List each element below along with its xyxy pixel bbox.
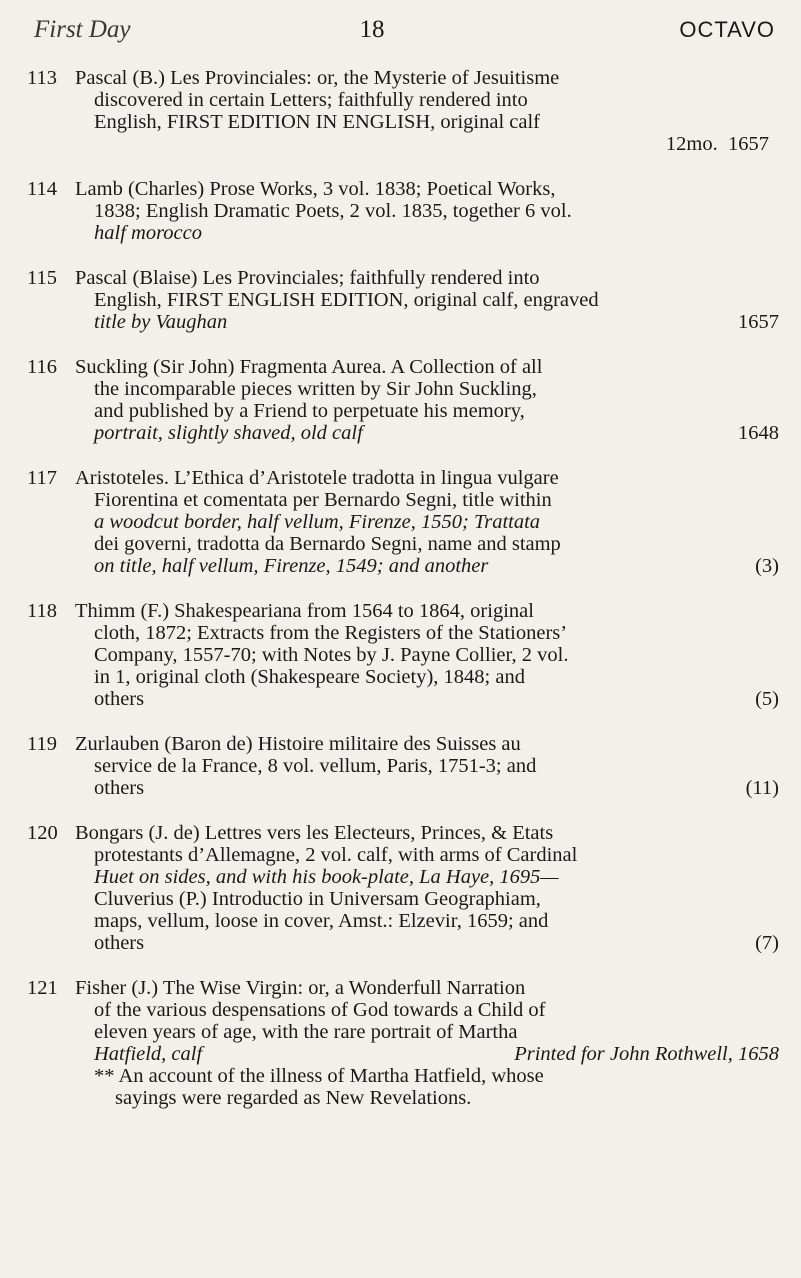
lot-line-with-date <box>75 422 779 444</box>
lot-line: of the various despensations of God towards a Child of <box>94 999 546 1021</box>
lot-line: Company, 1557-70; with Notes by J. Payne Collier, 2 vol. <box>94 644 569 666</box>
lot-description <box>75 733 779 799</box>
lot-line: Fisher (J.) The Wise Virgin: or, a Wonderfull Narration <box>75 977 526 999</box>
lot-line: 1838; English Dramatic Poets, 2 vol. 1835, together 6 vol. <box>94 200 572 222</box>
lot-line: eleven years of age, with the rare portrait of Martha <box>94 1021 518 1043</box>
lot-description <box>75 467 779 577</box>
lot-number: 115 <box>27 267 57 289</box>
lot-line: others <box>94 688 145 710</box>
lot-date: 1657 <box>738 311 779 333</box>
lot-number: 116 <box>27 356 57 378</box>
lot-count: (3) <box>755 555 779 577</box>
lot-line: on title, half vellum, Firenze, 1549; and another <box>94 555 489 577</box>
lot-entry <box>0 356 801 444</box>
lot-entry <box>0 267 801 333</box>
lot-line: English, FIRST EDITION IN ENGLISH, original calf <box>94 111 541 133</box>
lot-count: (5) <box>755 688 779 710</box>
lot-description <box>75 267 779 333</box>
lot-line: portrait, slightly shaved, old calf <box>94 422 363 444</box>
lot-line: protestants d’Allemagne, 2 vol. calf, with arms of Cardinal <box>94 844 578 866</box>
lot-entry <box>0 67 801 155</box>
lot-entry <box>0 733 801 799</box>
lot-number: 120 <box>27 822 58 844</box>
lot-number: 118 <box>27 600 57 622</box>
lot-line: others <box>94 932 145 954</box>
lot-number: 119 <box>27 733 57 755</box>
lot-line: half morocco <box>94 222 202 244</box>
running-head-left: First Day <box>34 16 131 43</box>
page-number: 18 <box>359 16 385 43</box>
lot-line-with-count <box>75 688 779 710</box>
lot-line: discovered in certain Letters; faithfully rendered into <box>94 89 528 111</box>
lot-line: in 1, original cloth (Shakespeare Society), 1848; and <box>94 666 525 688</box>
lot-description <box>75 178 779 244</box>
lot-entry <box>0 822 801 954</box>
lot-entry <box>0 600 801 710</box>
lot-line: Suckling (Sir John) Fragmenta Aurea. A Collection of all <box>75 356 543 378</box>
lot-line: Huet on sides, and with his book-plate, La Haye, 1695— <box>94 866 559 888</box>
lot-description <box>75 822 779 954</box>
lot-line-with-count <box>75 777 779 799</box>
lot-imprint: Printed for John Rothwell, 1658 <box>514 1043 779 1065</box>
lot-description <box>75 356 779 444</box>
lot-description <box>75 600 779 710</box>
lot-line: Fiorentina et comentata per Bernardo Segni, title within <box>94 489 552 511</box>
lot-note: sayings were regarded as New Revelations. <box>115 1087 472 1109</box>
lot-line-with-date <box>75 311 779 333</box>
lot-line: and published by a Friend to perpetuate his memory, <box>94 400 525 422</box>
lot-line: Lamb (Charles) Prose Works, 3 vol. 1838; Poetical Works, <box>75 178 556 200</box>
lot-line: Cluverius (P.) Introductio in Universam Geographiam, <box>94 888 541 910</box>
lot-line-with-count <box>75 932 779 954</box>
lot-count: (11) <box>745 777 779 799</box>
lot-number: 114 <box>27 178 57 200</box>
lot-line: a woodcut border, half vellum, Firenze, 1550; Trattata <box>94 511 541 533</box>
lot-line: Zurlauben (Baron de) Histoire militaire des Suisses au <box>75 733 521 755</box>
lot-line: Thimm (F.) Shakespeariana from 1564 to 1864, original <box>75 600 534 622</box>
lot-number: 117 <box>27 467 57 489</box>
lot-line-with-imprint <box>75 1043 779 1065</box>
running-head-right: OCTAVO <box>679 17 775 42</box>
lot-line: Bongars (J. de) Lettres vers les Electeurs, Princes, & Etats <box>75 822 554 844</box>
lot-line: Aristoteles. L’Ethica d’Aristotele tradotta in lingua vulgare <box>75 467 559 489</box>
lot-line: 12mo. 1657 <box>665 133 769 155</box>
lot-line: Pascal (B.) Les Provinciales: or, the Mysterie of Jesuitisme <box>75 67 560 89</box>
lot-entry <box>0 467 801 577</box>
entries-list <box>0 67 801 1132</box>
lot-line: maps, vellum, loose in cover, Amst.: Elzevir, 1659; and <box>94 910 549 932</box>
lot-date: 1648 <box>738 422 779 444</box>
lot-line: dei governi, tradotta da Bernardo Segni, name and stamp <box>94 533 561 555</box>
lot-count: (7) <box>755 932 779 954</box>
lot-line-with-count <box>75 555 779 577</box>
lot-entry <box>0 977 801 1109</box>
lot-number: 113 <box>27 67 57 89</box>
lot-line: service de la France, 8 vol. vellum, Paris, 1751-3; and <box>94 755 537 777</box>
lot-note: ** An account of the illness of Martha Hatfield, whose <box>94 1065 544 1087</box>
lot-line: Hatfield, calf <box>94 1043 203 1065</box>
lot-entry <box>0 178 801 244</box>
lot-description <box>75 977 779 1109</box>
lot-line: the incomparable pieces written by Sir John Suckling, <box>94 378 537 400</box>
lot-line: cloth, 1872; Extracts from the Registers of the Stationers’ <box>94 622 568 644</box>
lot-description <box>75 67 779 155</box>
lot-line: Pascal (Blaise) Les Provinciales; faithfully rendered into <box>75 267 540 289</box>
running-head <box>0 12 801 48</box>
lot-line: title by Vaughan <box>94 311 228 333</box>
lot-line: others <box>94 777 145 799</box>
lot-line: English, FIRST ENGLISH EDITION, original calf, engraved <box>94 289 599 311</box>
lot-number: 121 <box>27 977 58 999</box>
